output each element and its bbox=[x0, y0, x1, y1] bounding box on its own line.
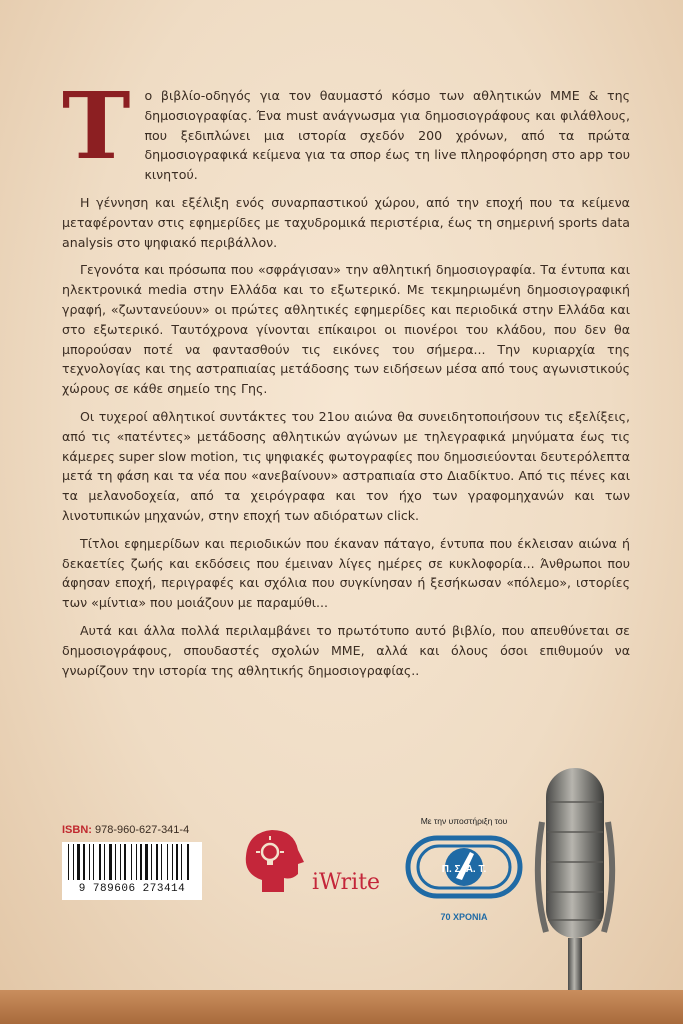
isbn-number: 978-960-627-341-4 bbox=[95, 824, 190, 836]
back-cover-text bbox=[62, 72, 630, 688]
paragraph-4: Οι τυχεροί αθλητικοί συντάκτες του 21ου αιώνα θα συνειδητοποιήσουν τις εξελίξεις, από τις «πατέντες» μετάδοσης αθλητικών αγώνων με τηλεγραφικά μηνύματα έως τις κάμερες super slow motion, τις ψηφιακές φωτογραφίες που δημοσιεύονται δευτερόλεπτα μετά τη φάση και τα νέα που «ανεβαίνουν» αστραπιαία στο Διαδίκτυο. Από τις πένες και τα μελανοδοχεία, από τα χειρόγραφα και τον ήχο των γραφομηχανών και των λινοτυπικών μηχανών, στην εποχή των αδιόρατων click. bbox=[62, 408, 630, 523]
publisher-name: iWrite bbox=[312, 870, 381, 895]
psat-years: 70 ΧΡΟΝΙΑ bbox=[440, 912, 488, 922]
paragraph-5: Τίτλοι εφημερίδων και περιοδικών που έκαναν πάταγο, έντυπα που έκλεισαν αιώνα ή δεκαετίες ζωής και εκδόσεις που έμειναν λίγες ημέρες σε κυκλοφορία... Άνθρωποι που άφησαν εποχή, περιγραφές και σχόλια που συγκίνησαν ή ξεσήκωσαν «πόλεμο», ιστορίες των «μίντια» που μοιάζουν με παραμύθι... bbox=[62, 535, 630, 611]
wooden-floor bbox=[0, 990, 683, 1024]
paragraph-3: Γεγονότα και πρόσωπα που «σφράγισαν» την αθλητική δημοσιογραφία. Τα έντυπα και ηλεκτρονικά media στην Ελλάδα και το εξωτερικό. Με τεκμηριωμένη δημοσιογραφική γραφή, «ζωντανεύουν» οι πρώτες αθλητικές εφημερίδες και περιοδικά στην Ελλάδα και στο εξωτερικό. Ταυτόχρονα γίνονται επίκαιροι οι πιονέροι του κλάδου, που δεν θα μπορούσαν ποτέ να φαντασθούν τις εικόνες του σήμερα... Την κυριαρχία της τεχνολογίας και της αστραπιαίας μετάδοσης των ειδήσεων μέσα από τους αγωνιστικούς χώρους σε κάθε σημείο της Γης. bbox=[62, 262, 630, 397]
drop-cap: Τ bbox=[62, 72, 131, 180]
barcode-digits: 9 789606 273414 bbox=[62, 880, 202, 900]
paragraph-1: Τ ο βιβλίο-οδηγός για τον θαυμαστό κόσμο των αθλητικών ΜΜΕ & της δημοσιογραφίας. Ένα must ανάγνωσμα για δημοσιογράφους και φιλάθλους, που ξεδιπλώνει μια ιστορία σχεδόν 200 χρόνων, από τα πρώτα δημοσιογραφικά κείμενα για τα σπορ έως τη live πληροφόρηση στο app του κινητού. bbox=[62, 72, 630, 183]
isbn-label: ISBN: 978-960-627-341-4 bbox=[62, 824, 190, 836]
barcode-icon bbox=[62, 842, 202, 882]
support-label: Με την υποστήριξη του bbox=[420, 816, 508, 826]
psat-logo-icon bbox=[404, 832, 524, 902]
psat-logo-text: Π. Σ. Α. Τ. bbox=[441, 864, 487, 875]
paragraph-6: Αυτά και άλλα πολλά περιλαμβάνει το πρωτότυπο αυτό βιβλίο, που απευθύνεται σε δημοσιογράφους, σπουδαστές σχολών ΜΜΕ, αλλά και όλους όσοι επιθυμούν να γνωρίζουν την ιστορία της αθλητικής δημοσιογραφίας.. bbox=[62, 622, 630, 678]
microphone-icon bbox=[528, 762, 658, 1024]
paragraph-2: Η γέννηση και εξέλιξη ενός συναρπαστικού χώρου, από την εποχή που τα κείμενα μεταφέρονταν στις εφημερίδες με ταχυδρομικά περιστέρια, έως τη σημερινή sports data analysis στο ψηφιακό περιβάλλον. bbox=[62, 194, 630, 250]
